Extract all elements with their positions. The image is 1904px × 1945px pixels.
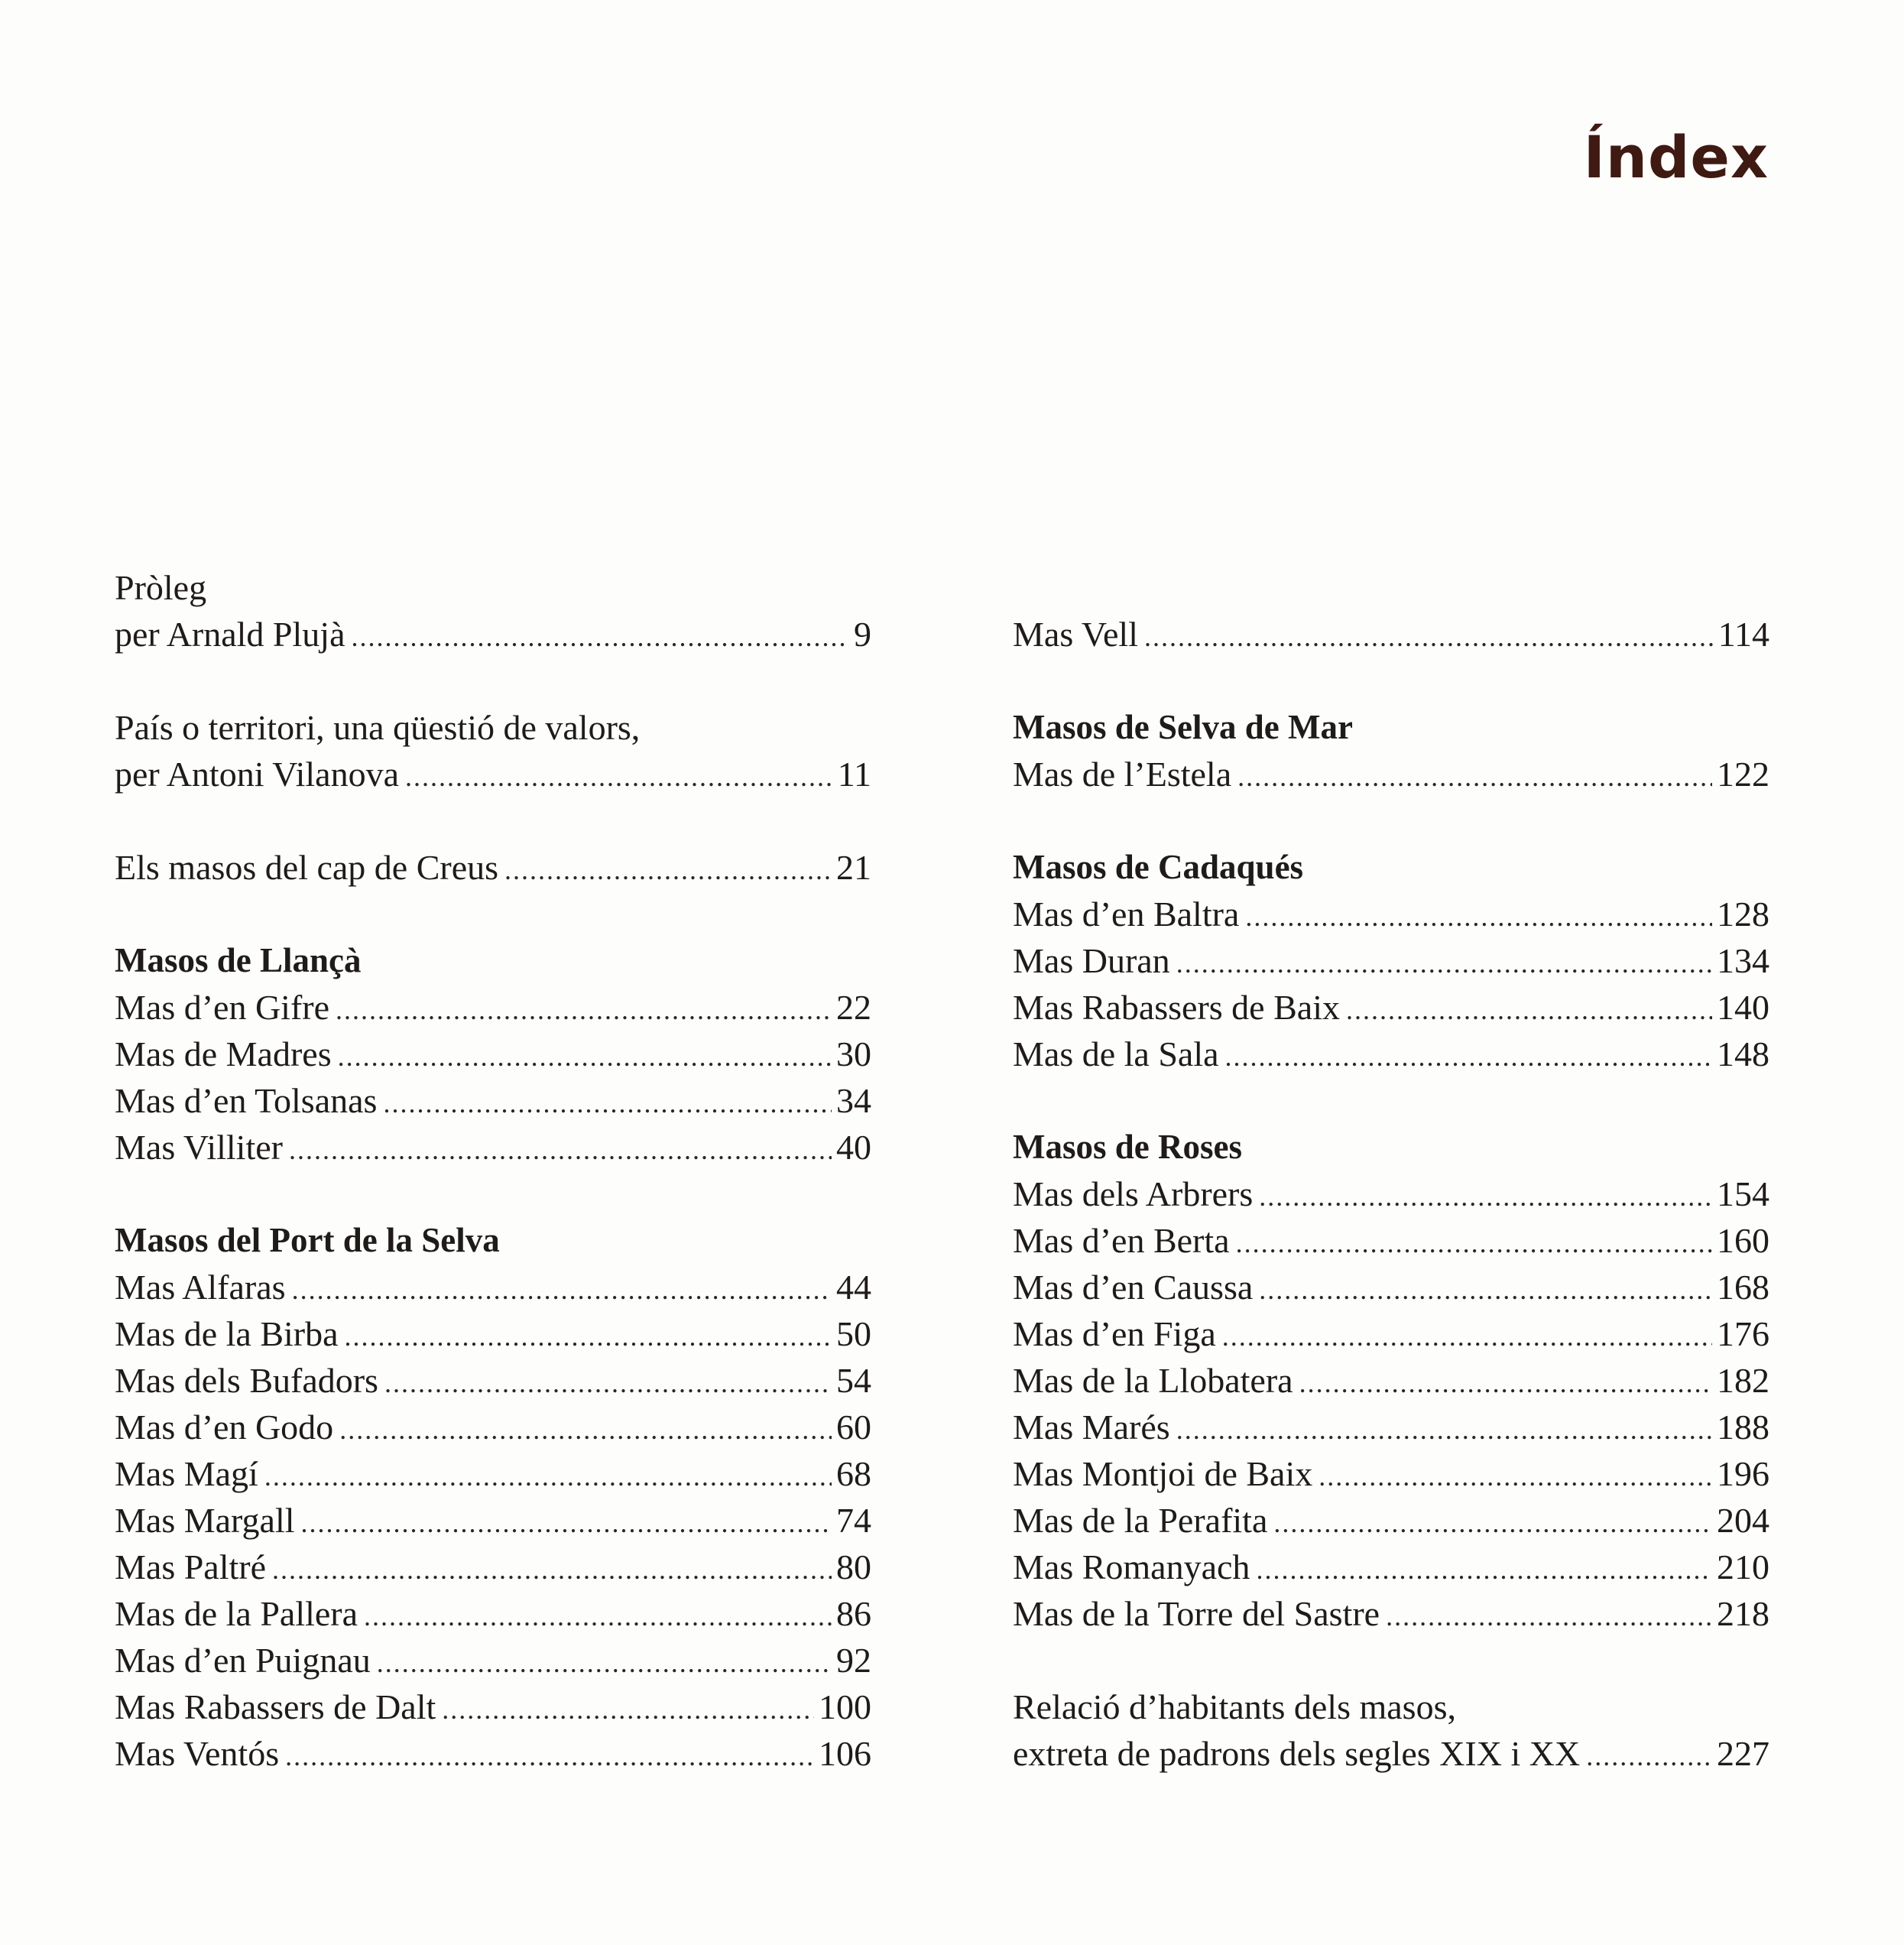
entry-title: Mas d’en Tolsanas bbox=[115, 1081, 378, 1120]
entry-title: Mas dels Arbrers bbox=[1013, 1174, 1254, 1213]
page-number: 11 bbox=[837, 755, 871, 794]
entry-title: Mas d’en Godo bbox=[115, 1408, 334, 1447]
section-heading: Masos de Roses bbox=[1013, 1128, 1242, 1166]
conjunction: i bbox=[1510, 1734, 1521, 1773]
toc-right-column bbox=[1013, 564, 1769, 1777]
toc-section-roses bbox=[1013, 1171, 1769, 1637]
entry-title: Relació d’habitants dels masos, bbox=[1013, 1687, 1456, 1726]
toc-entry[interactable] bbox=[1013, 1264, 1769, 1310]
page-number: 176 bbox=[1717, 1314, 1769, 1353]
entry-title: Mas Rabassers de Baix bbox=[1013, 988, 1340, 1027]
dot-leader bbox=[383, 1080, 832, 1127]
page-number: 74 bbox=[836, 1501, 871, 1540]
page-number: 122 bbox=[1717, 755, 1769, 794]
toc-entry[interactable] bbox=[1013, 1497, 1769, 1544]
page-number: 92 bbox=[836, 1641, 871, 1680]
entry-title bbox=[1013, 1730, 1580, 1777]
dot-leader bbox=[1176, 940, 1712, 987]
toc-entry[interactable] bbox=[115, 751, 871, 797]
toc-entry[interactable] bbox=[115, 1497, 871, 1544]
toc-entry[interactable] bbox=[1013, 1031, 1769, 1077]
toc-entry[interactable] bbox=[1013, 891, 1769, 937]
toc-entry-heading bbox=[115, 564, 871, 611]
page-number: 128 bbox=[1717, 895, 1769, 934]
toc-left-column bbox=[115, 564, 871, 1777]
entry-title: Mas d’en Puignau bbox=[115, 1641, 371, 1680]
toc-entry[interactable] bbox=[1013, 1357, 1769, 1404]
entry-title: Mas Margall bbox=[115, 1501, 295, 1540]
page-number: 60 bbox=[836, 1408, 871, 1447]
toc-entry[interactable] bbox=[115, 1264, 871, 1310]
entry-title: Mas de la Perafita bbox=[1013, 1501, 1268, 1540]
dot-leader bbox=[1256, 1547, 1712, 1593]
century-label: XX bbox=[1529, 1734, 1581, 1773]
toc-entry[interactable] bbox=[1013, 937, 1769, 984]
entry-title: Pròleg bbox=[115, 568, 207, 607]
dot-leader bbox=[1222, 1313, 1712, 1360]
page-number: 86 bbox=[836, 1594, 871, 1633]
entry-title: Mas d’en Caussa bbox=[1013, 1268, 1254, 1307]
section-heading: Masos de Cadaqués bbox=[1013, 848, 1304, 886]
toc-entry[interactable] bbox=[1013, 1450, 1769, 1497]
entry-title: per Antoni Vilanova bbox=[115, 755, 399, 794]
page-number: 210 bbox=[1717, 1547, 1769, 1586]
dot-leader bbox=[1259, 1267, 1712, 1313]
toc-section-selva-mar bbox=[1013, 751, 1769, 797]
dot-leader bbox=[336, 987, 832, 1034]
dot-leader bbox=[384, 1360, 832, 1407]
toc-entry[interactable] bbox=[115, 1637, 871, 1684]
dot-leader bbox=[1259, 1174, 1712, 1220]
dot-leader bbox=[442, 1687, 814, 1733]
entry-title: Mas d’en Figa bbox=[1013, 1314, 1216, 1353]
entry-title: Mas de la Birba bbox=[115, 1314, 339, 1353]
page-number: 168 bbox=[1717, 1268, 1769, 1307]
entry-title: Mas d’en Berta bbox=[1013, 1221, 1230, 1260]
toc-entry[interactable] bbox=[115, 1310, 871, 1357]
dot-leader bbox=[1586, 1733, 1712, 1780]
toc-entry[interactable] bbox=[1013, 611, 1769, 658]
toc-entry[interactable] bbox=[1013, 1171, 1769, 1217]
toc-entry[interactable] bbox=[115, 1684, 871, 1730]
page-number: 44 bbox=[836, 1268, 871, 1307]
page-number: 80 bbox=[836, 1547, 871, 1586]
entry-title: Mas d’en Baltra bbox=[1013, 895, 1240, 934]
dot-leader bbox=[1176, 1407, 1712, 1453]
page-number: 182 bbox=[1717, 1361, 1769, 1400]
section-heading: Masos de Llançà bbox=[115, 941, 362, 979]
toc-entry[interactable] bbox=[115, 1544, 871, 1590]
dot-leader bbox=[377, 1640, 832, 1687]
dot-leader bbox=[1245, 894, 1712, 940]
section-heading: Masos de Selva de Mar bbox=[1013, 708, 1353, 746]
entry-title: Mas de la Torre del Sastre bbox=[1013, 1594, 1380, 1633]
entry-title: Mas Magí bbox=[115, 1454, 258, 1493]
page-number: 106 bbox=[819, 1734, 871, 1773]
entry-title: Mas dels Bufadors bbox=[115, 1361, 378, 1400]
toc-entry[interactable] bbox=[115, 1404, 871, 1450]
page-number: 30 bbox=[836, 1034, 871, 1073]
dot-leader bbox=[1236, 1220, 1712, 1267]
page-number: 34 bbox=[836, 1081, 871, 1120]
page-number: 204 bbox=[1717, 1501, 1769, 1540]
entry-title: Mas Rabassers de Dalt bbox=[115, 1687, 436, 1726]
page-number: 196 bbox=[1717, 1454, 1769, 1493]
entry-title: Mas Montjoi de Baix bbox=[1013, 1454, 1313, 1493]
page-number: 140 bbox=[1717, 988, 1769, 1027]
toc-entry[interactable] bbox=[1013, 984, 1769, 1031]
page-number: 218 bbox=[1717, 1594, 1769, 1633]
entry-title: Mas de Madres bbox=[115, 1034, 332, 1073]
entry-title: Mas d’en Gifre bbox=[115, 988, 330, 1027]
entry-title: Mas de la Sala bbox=[1013, 1034, 1219, 1073]
entry-title: Mas Paltré bbox=[115, 1547, 267, 1586]
dot-leader bbox=[352, 614, 850, 661]
dot-leader bbox=[1273, 1500, 1712, 1547]
entry-title: Mas Alfaras bbox=[115, 1268, 286, 1307]
page-number: 68 bbox=[836, 1454, 871, 1493]
dot-leader bbox=[1319, 1453, 1712, 1500]
toc-entry[interactable] bbox=[1013, 1590, 1769, 1637]
toc-entry[interactable] bbox=[1013, 1544, 1769, 1590]
page-number: 160 bbox=[1717, 1221, 1769, 1260]
toc-entry[interactable] bbox=[115, 1450, 871, 1497]
section-heading: Masos del Port de la Selva bbox=[115, 1221, 500, 1259]
page-number: 50 bbox=[836, 1314, 871, 1353]
dot-leader bbox=[292, 1267, 832, 1313]
dot-leader bbox=[1386, 1593, 1712, 1640]
toc-section-llanca bbox=[115, 984, 871, 1171]
dot-leader bbox=[285, 1733, 814, 1780]
entry-title: Mas Vell bbox=[1013, 615, 1138, 654]
toc-entry[interactable] bbox=[115, 1357, 871, 1404]
dot-leader bbox=[289, 1127, 832, 1174]
page-title: Índex bbox=[1583, 123, 1769, 191]
dot-leader bbox=[339, 1407, 832, 1453]
entry-title: País o territori, una qüestió de valors, bbox=[115, 708, 641, 747]
dot-leader bbox=[364, 1593, 832, 1640]
page-number: 100 bbox=[819, 1687, 871, 1726]
entry-title-text: extreta de padrons dels segles bbox=[1013, 1734, 1431, 1773]
entry-title: Mas Ventós bbox=[115, 1734, 280, 1773]
entry-title: Mas Marés bbox=[1013, 1408, 1170, 1447]
entry-title: Mas de la Pallera bbox=[115, 1594, 358, 1633]
dot-leader bbox=[1225, 1034, 1712, 1080]
toc-entry[interactable] bbox=[115, 984, 871, 1031]
toc-entry[interactable] bbox=[115, 611, 871, 658]
dot-leader bbox=[1346, 987, 1712, 1034]
page-number: 21 bbox=[836, 848, 871, 887]
page-number: 188 bbox=[1717, 1408, 1769, 1447]
page-number: 134 bbox=[1717, 941, 1769, 980]
toc-entry[interactable] bbox=[1013, 1730, 1769, 1777]
page-number: 22 bbox=[836, 988, 871, 1027]
page-number: 114 bbox=[1717, 615, 1769, 654]
page-number: 54 bbox=[836, 1361, 871, 1400]
toc-entry[interactable] bbox=[115, 1590, 871, 1637]
entry-title: per Arnald Plujà bbox=[115, 615, 345, 654]
toc-entry-line bbox=[1013, 1684, 1769, 1730]
dot-leader bbox=[1299, 1360, 1712, 1407]
page-number: 148 bbox=[1717, 1034, 1769, 1073]
dot-leader bbox=[264, 1453, 832, 1500]
toc-section-port-selva bbox=[115, 1264, 871, 1777]
toc-entry[interactable] bbox=[1013, 1404, 1769, 1450]
dot-leader bbox=[272, 1547, 832, 1593]
dot-leader bbox=[301, 1500, 832, 1547]
entry-title: Mas de l’Estela bbox=[1013, 755, 1232, 794]
toc-entry[interactable] bbox=[115, 1077, 871, 1124]
page-number: 9 bbox=[854, 615, 871, 654]
entry-title: Mas Romanyach bbox=[1013, 1547, 1250, 1586]
century-label: XIX bbox=[1439, 1734, 1502, 1773]
dot-leader bbox=[338, 1034, 832, 1080]
toc-entry[interactable] bbox=[115, 1124, 871, 1171]
toc-entry-line bbox=[115, 704, 871, 751]
dot-leader bbox=[504, 847, 832, 894]
dot-leader bbox=[405, 754, 833, 800]
toc-entry[interactable] bbox=[115, 1031, 871, 1077]
toc-entry[interactable] bbox=[115, 1730, 871, 1777]
toc-entry[interactable] bbox=[1013, 751, 1769, 797]
dot-leader bbox=[1237, 754, 1712, 800]
page-number: 40 bbox=[836, 1128, 871, 1167]
entry-title: Mas de la Llobatera bbox=[1013, 1361, 1293, 1400]
toc-section-cadaques bbox=[1013, 891, 1769, 1077]
dot-leader bbox=[345, 1313, 832, 1360]
dot-leader bbox=[1144, 614, 1714, 661]
entry-title: Mas Duran bbox=[1013, 941, 1170, 980]
entry-title: Els masos del cap de Creus bbox=[115, 848, 499, 887]
toc-entry[interactable] bbox=[115, 844, 871, 891]
toc-entry[interactable] bbox=[1013, 1310, 1769, 1357]
entry-title: Mas Villiter bbox=[115, 1128, 283, 1167]
toc-entry[interactable] bbox=[1013, 1217, 1769, 1264]
page-number: 154 bbox=[1717, 1174, 1769, 1213]
page-number: 227 bbox=[1717, 1734, 1769, 1773]
